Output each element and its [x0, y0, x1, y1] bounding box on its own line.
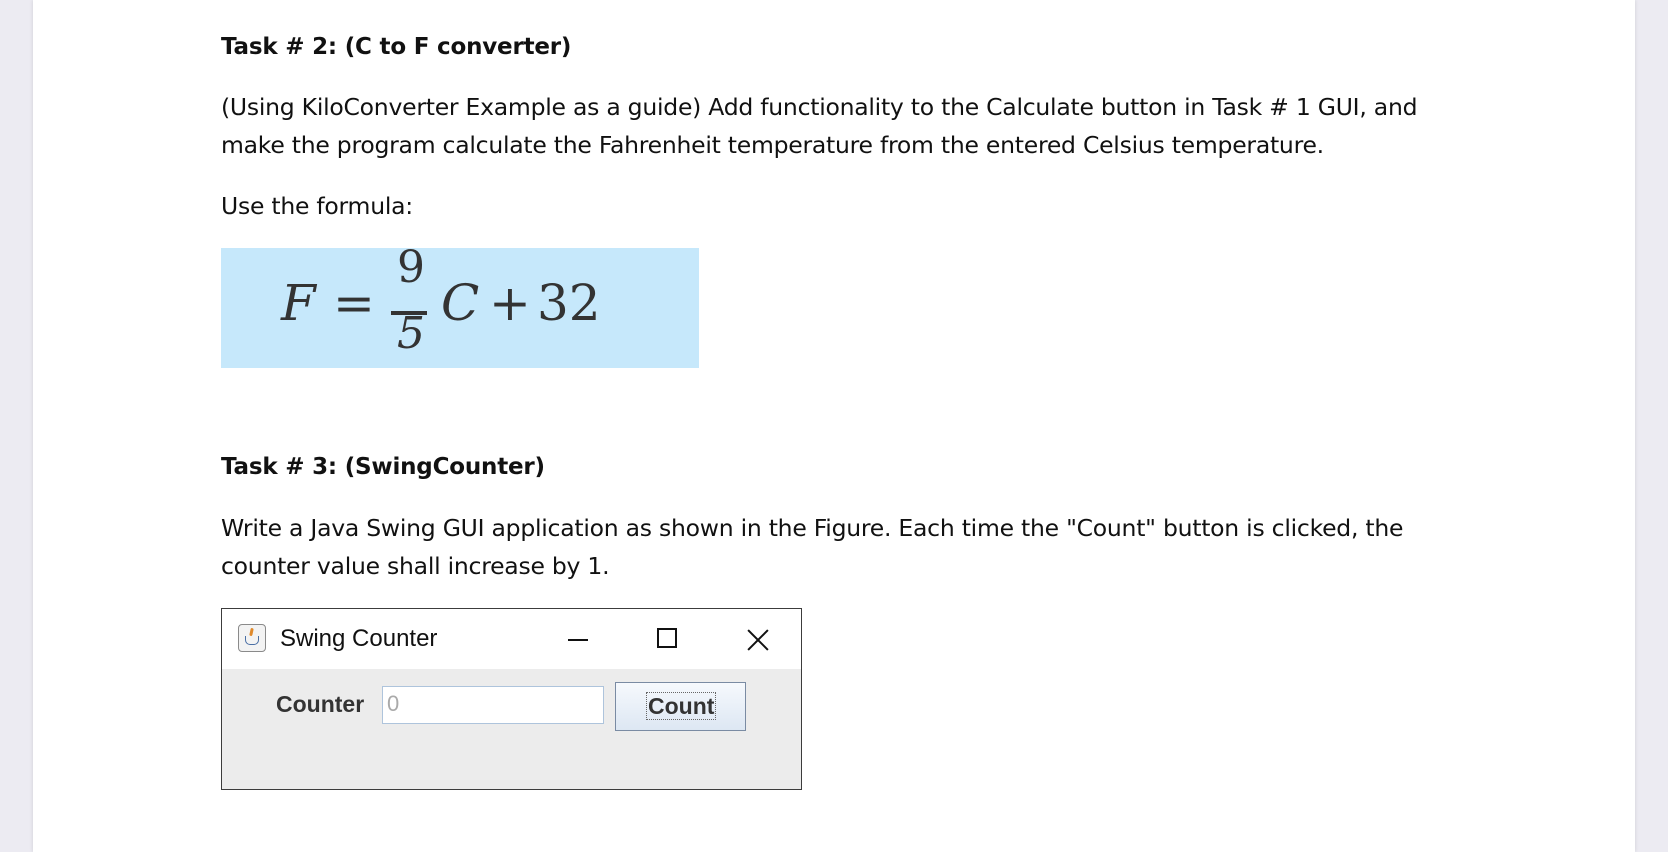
task2-paragraph-line2: make the program calculate the Fahrenheit temperature from the entered Celsius temperature.: [221, 131, 1324, 159]
formula-plus: +: [489, 274, 531, 332]
formula-equals: =: [333, 274, 375, 332]
maximize-icon: [657, 628, 677, 648]
formula-denominator: 5: [397, 308, 425, 359]
window-titlebar[interactable]: [222, 609, 801, 669]
task3-paragraph-line1: Write a Java Swing GUI application as shown in the Figure. Each time the "Count" button is clicked, the: [221, 514, 1404, 542]
document-page: [33, 0, 1635, 852]
maximize-button[interactable]: [645, 619, 689, 659]
minimize-button[interactable]: [555, 619, 599, 659]
task3-paragraph-line2: counter value shall increase by 1.: [221, 552, 610, 580]
task2-heading: Task # 2: (C to F converter): [221, 34, 572, 60]
formula-intro: Use the formula:: [221, 192, 413, 220]
count-button[interactable]: [615, 682, 746, 731]
formula-numerator: 9: [397, 242, 425, 293]
close-button[interactable]: [736, 619, 780, 659]
formula-lhs: F: [281, 274, 316, 332]
minimize-icon: [568, 639, 588, 641]
formula-variable: C: [441, 274, 480, 332]
counter-field[interactable]: 0: [382, 686, 604, 724]
formula-constant: 32: [537, 274, 601, 332]
count-button-label: Count: [648, 693, 715, 719]
java-cup-icon: [238, 624, 266, 652]
task3-heading: Task # 3: (SwingCounter): [221, 454, 545, 480]
formula-image: [221, 242, 699, 368]
window-title: Swing Counter: [280, 625, 438, 652]
swing-counter-window: [221, 608, 802, 790]
counter-label: Counter: [276, 691, 365, 717]
task2-paragraph-line1: (Using KiloConverter Example as a guide) Add functionality to the Calculate button in Task # 1 GUI, and: [221, 93, 1418, 121]
